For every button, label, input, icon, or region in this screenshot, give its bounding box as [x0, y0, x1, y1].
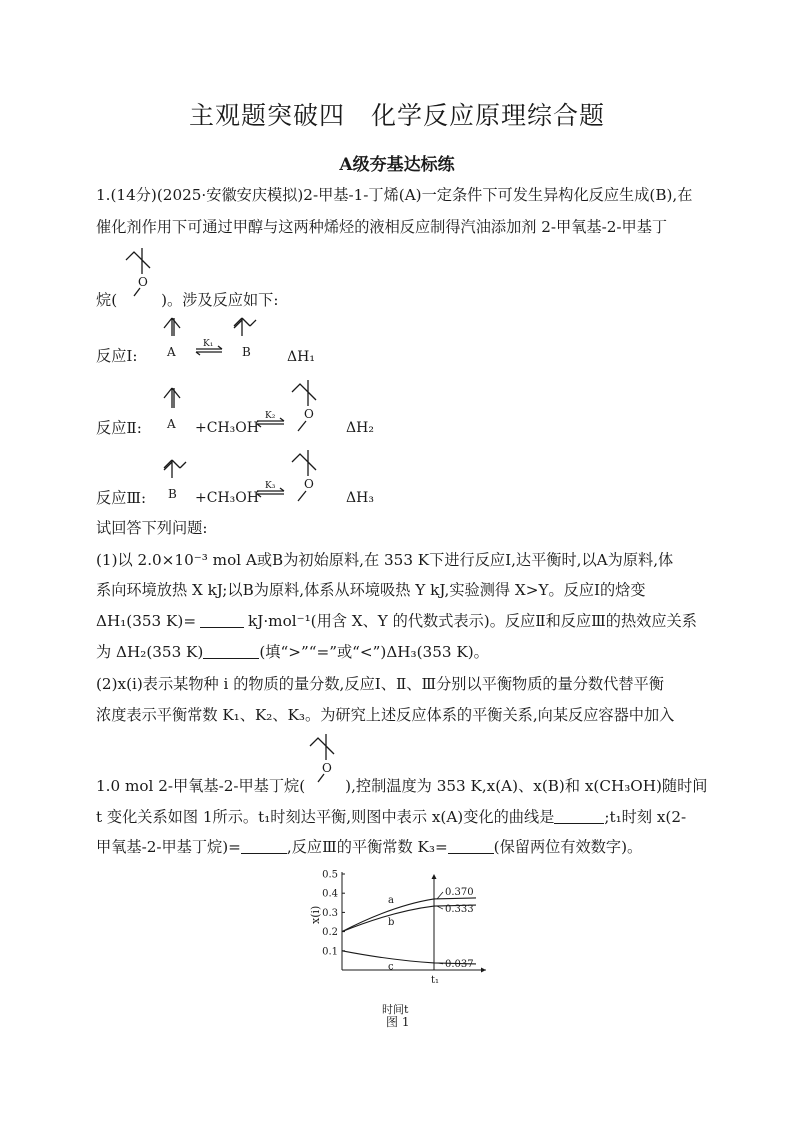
part2-line-4a: t 变化关系如图 1所示。t₁时刻达平衡,则图中表示 x(A)变化的曲线是	[96, 808, 555, 826]
oxygen-label-2: O	[304, 407, 314, 421]
part2-line-5b: ,反应Ⅲ的平衡常数 K₃=	[286, 838, 448, 856]
end-value-a: 0.370	[445, 886, 474, 898]
question-line-3b: )。涉及反应如下:	[161, 291, 279, 309]
chart-x-label: 时间t	[382, 1003, 409, 1016]
part1-line-4a: 为 ΔH₂(353 K)	[96, 643, 204, 661]
ether-structure-inline	[122, 248, 162, 298]
dh3-label: ΔH₃	[346, 490, 374, 506]
end-value-b: 0.333	[445, 904, 474, 916]
k3-label: K₃	[265, 481, 276, 491]
reaction-1-label: 反应Ⅰ:	[96, 347, 138, 365]
part2-line-3b: ),控制温度为 353 K,x(A)、x(B)和 x(CH₃OH)随时间	[345, 777, 708, 795]
figure-1-chart	[308, 866, 508, 1029]
reaction-3-scheme	[160, 446, 390, 516]
curve-label-c: c	[388, 961, 394, 973]
part2-line-1: (2)x(i)表示某物种 i 的物质的量分数,反应Ⅰ、Ⅱ、Ⅲ分别以平衡物质的量分数代替平衡	[96, 675, 664, 693]
part2-line-3a: 1.0 mol 2-甲氧基-2-甲基丁烷(	[96, 777, 306, 795]
t1-arrow	[432, 874, 437, 879]
answer-blank-curve[interactable]	[554, 809, 604, 824]
y-tick-label: 0.5	[322, 869, 338, 881]
part1-line-3	[96, 611, 697, 631]
question-line-1: 1.(14分)(2025·安徽安庆模拟)2-甲基-1-丁烯(A)一定条件下可发生异构化反应生成(B),在	[96, 186, 693, 204]
part2-line-5	[96, 837, 642, 857]
methanol-label-2: +CH₃OH	[195, 420, 259, 436]
oxygen-label-3: O	[304, 477, 314, 491]
reaction-3-label: 反应Ⅲ:	[96, 489, 147, 507]
compound-b-label: B	[242, 345, 251, 359]
compound-b-label-3: B	[168, 487, 177, 501]
section-title: A级夯基达标练	[339, 155, 455, 175]
part1-line-2: 系向环境放热 X kJ;以B为原料,体系从环境吸热 Y kJ,实验测得 X>Y。反应Ⅰ的焓变	[96, 581, 646, 599]
prompt-line: 试回答下列问题:	[96, 519, 208, 537]
y-tick-label: 0.4	[322, 888, 338, 900]
y-tick-label: 0.2	[322, 927, 338, 939]
reaction-2-scheme	[160, 376, 390, 446]
part2-line-2: 浓度表示平衡常数 K₁、K₂、K₃。为研究上述反应体系的平衡关系,向某反应容器中加入	[96, 706, 675, 724]
dh2-label: ΔH₂	[346, 420, 374, 436]
part1-line-4	[96, 642, 489, 662]
reaction-1-scheme	[160, 316, 330, 366]
answer-blank-dh1[interactable]	[200, 613, 244, 628]
y-tick-label: 0.3	[322, 907, 338, 919]
oxygen-label: O	[138, 275, 148, 289]
k1-label: K₁	[203, 339, 214, 349]
question-line-2: 催化剂作用下可通过甲醇与这两种烯烃的液相反应制得汽油添加剂 2-甲氧基-2-甲基丁	[96, 218, 668, 236]
x-axis-arrow	[481, 968, 486, 973]
part2-line-4	[96, 807, 686, 827]
part2-line-3	[96, 776, 707, 796]
y-tick-label: 0.1	[322, 946, 338, 958]
k2-label: K₂	[265, 411, 276, 421]
value-pointer-a	[437, 892, 443, 899]
compound-a-label-2: A	[167, 417, 176, 431]
part2-line-5c: (保留两位有效数字)。	[493, 838, 643, 856]
part1-line-3b: kJ·mol⁻¹(用含 X、Y 的代数式表示)。反应Ⅱ和反应Ⅲ的热效应关系	[248, 612, 697, 630]
part1-line-1: (1)以 2.0×10⁻³ mol A或B为初始原料,在 353 K下进行反应Ⅰ,达平衡时,以A为原料,体	[96, 551, 674, 569]
answer-blank-k3[interactable]	[448, 839, 494, 854]
dh1-label: ΔH₁	[287, 349, 315, 365]
oxygen-label-4: O	[322, 761, 332, 775]
part1-line-3a: ΔH₁(353 K)=	[96, 612, 197, 630]
page-title: 主观题突破四 化学反应原理综合题	[188, 101, 605, 130]
part2-line-5a: 甲氧基-2-甲基丁烷)=	[96, 838, 241, 856]
compound-a-label: A	[167, 345, 176, 359]
answer-blank-fraction[interactable]	[241, 839, 287, 854]
answer-blank-compare[interactable]	[203, 644, 259, 659]
part1-line-4b: (填“>”“=”或“<”)ΔH₃(353 K)。	[259, 643, 489, 661]
question-line-3a: 烷(	[96, 291, 118, 309]
part2-line-4b: ;t₁时刻 x(2-	[604, 808, 687, 826]
figure-caption: 图 1	[386, 1015, 410, 1029]
value-pointer-b	[437, 906, 443, 909]
end-value-c: 0.037	[445, 958, 474, 970]
reaction-2-label: 反应Ⅱ:	[96, 419, 142, 437]
chart-y-label: x(i)	[309, 905, 322, 924]
methanol-label-3: +CH₃OH	[195, 490, 259, 506]
curve-label-a: a	[388, 895, 394, 907]
curve-label-b: b	[388, 917, 395, 929]
t1-tick-label: t₁	[431, 975, 440, 986]
